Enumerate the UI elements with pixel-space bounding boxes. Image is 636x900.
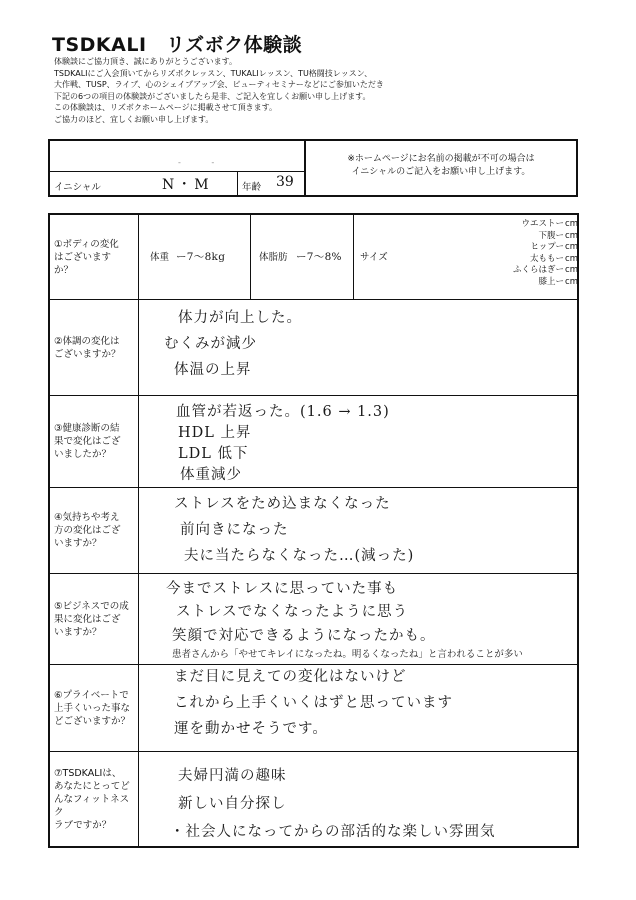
answer-line: 体力が向上した。	[178, 310, 302, 326]
size-name: ウエストー	[521, 219, 564, 229]
intro-line: 体験談にご協力頂き、誠にありがとうございます。	[54, 57, 238, 66]
size-item	[486, 219, 578, 231]
name-area	[50, 141, 306, 195]
fat-label: 体脂肪	[259, 252, 288, 263]
answer-line: 今までストレスに思っていた事も	[166, 581, 399, 597]
question-line: ⑦TSDKALIは、	[54, 767, 122, 779]
answer-line: まだ目に見えての変化はないけど	[174, 669, 407, 685]
answer-note: 患者さんから「やせてキレイになったね。明るくなったね」と言われることが多い	[172, 649, 523, 660]
intro-line: 下記の6つの項目の体験談がございましたら是非、ご記入を宜しくお願い申し上げます。	[54, 91, 371, 101]
row-body-change	[50, 215, 577, 299]
divider	[250, 215, 251, 299]
question-line: ②体調の変化は	[54, 335, 120, 347]
erased-mark: - -	[178, 158, 229, 167]
question-line: ございますか？	[54, 348, 121, 360]
size-item	[486, 254, 578, 266]
answer-line: 夫に当たらなくなった…(減った)	[184, 548, 415, 564]
question-line: はございます	[54, 251, 112, 263]
size-name: ヒップー	[530, 242, 564, 253]
intro-text	[54, 56, 384, 125]
question-line: 方の変化はござ	[54, 525, 121, 536]
age-cell	[237, 172, 304, 197]
notice-text	[306, 153, 576, 179]
answer-line: 夫婦円満の趣味	[178, 768, 287, 784]
question-cell	[50, 396, 139, 487]
row-health-condition	[50, 299, 577, 395]
survey-table	[48, 213, 579, 848]
question-cell	[50, 574, 139, 664]
size-item	[486, 265, 578, 277]
question-line: 果で変化はござ	[54, 436, 121, 447]
notice-line: イニシャルのご記入をお願い申し上げます。	[351, 167, 531, 177]
question-cell	[50, 752, 139, 846]
answer-line: 体温の上昇	[174, 362, 252, 378]
size-name: ふくらはぎー	[512, 265, 564, 276]
answer-line: 前向きになった	[180, 522, 289, 538]
size-list	[486, 219, 578, 289]
size-unit: cm	[565, 230, 578, 241]
answer-line: これから上手くいくはずと思っています	[174, 695, 453, 711]
size-item	[486, 277, 578, 289]
row-health-checkup	[50, 395, 577, 487]
question-line: どございますか？	[54, 715, 131, 727]
answer-line: 新しい自分探し	[178, 796, 287, 812]
question-line: いましたか？	[54, 449, 112, 460]
weight-label: 体重	[150, 252, 170, 263]
intro-line: ご協力のほど、宜しくお願い申し上げます。	[54, 114, 214, 124]
answer-line: ストレスをため込まなくなった	[174, 496, 391, 512]
size-unit: cm	[565, 242, 578, 253]
question-line: か？	[54, 264, 74, 276]
question-line: んなフィットネスク	[54, 793, 130, 818]
size-unit: cm	[565, 265, 578, 276]
row-mindset	[50, 487, 577, 573]
row-business	[50, 573, 577, 664]
size-unit: cm	[565, 276, 578, 287]
question-cell	[50, 215, 139, 299]
answer-line: 笑顔で対応できるようになったかも。	[172, 628, 436, 644]
size-name: 太ももー	[529, 253, 564, 264]
question-line: いますか？	[54, 626, 102, 638]
row-fitness-club	[50, 751, 577, 846]
size-name: 膝上ー	[538, 276, 564, 287]
question-line: あなたにとってど	[54, 780, 130, 792]
initial-value: N・M	[162, 177, 212, 193]
question-line: ⑤ビジネスでの成	[54, 600, 129, 612]
question-line: ④気持ちや考え	[54, 512, 120, 523]
answer-line: 運を動かせそうです。	[174, 721, 328, 737]
question-cell	[50, 665, 139, 751]
fat-value: ー7〜8%	[296, 251, 342, 263]
row-private	[50, 664, 577, 751]
question-line: 果に変化はござ	[54, 613, 121, 625]
size-item	[486, 231, 578, 243]
question-cell	[50, 300, 139, 395]
answer-line: 血管が若返った。(1.6 → 1.3)	[176, 404, 390, 420]
answer-line: LDL 低下	[178, 446, 249, 462]
name-field[interactable]	[50, 141, 304, 172]
size-name: 下腹ー	[538, 230, 564, 241]
size-item	[486, 242, 578, 254]
age-value: 39	[276, 174, 294, 190]
page-title: TSDKALI リズボク体験談	[52, 34, 303, 56]
question-line: ⑥プライベートで	[54, 689, 129, 701]
size-unit: cm	[565, 253, 578, 264]
size-unit: cm	[565, 219, 578, 229]
question-line: いますか？	[54, 538, 102, 549]
question-line: ラブですか？	[54, 819, 112, 831]
weight-value: ー7〜8kg	[176, 251, 226, 263]
answer-line: HDL 上昇	[178, 425, 252, 441]
age-label: 年齢	[242, 182, 262, 193]
question-cell	[50, 488, 139, 573]
question-line: 上手くいった事な	[54, 702, 131, 714]
answer-line: むくみが減少	[164, 336, 257, 352]
answer-line: 体重減少	[180, 467, 242, 483]
initial-label: イニシャル	[54, 182, 101, 193]
intro-line: TSDKALIにご入会頂いてからリズボクレッスン、TUKALIレッスン、TU格闘技レッスン、	[54, 68, 373, 78]
intro-line: この体験談は、リズボクホームページに掲載させて頂きます。	[54, 103, 278, 112]
answer-line: ストレスでなくなったように思う	[176, 604, 409, 620]
intro-line: 大作戦、TUSP、ライブ、心のシェイプアップ会、ビューティセミナーなどにご参加いただき	[54, 80, 384, 89]
answer-line: ・社会人になってからの部活的な楽しい雰囲気	[170, 824, 496, 840]
divider	[353, 215, 354, 299]
size-label: サイズ	[360, 252, 388, 263]
header-box	[48, 139, 578, 197]
notice-line: ※ホームページにお名前の掲載が不可の場合は	[347, 154, 535, 164]
question-line: ①ボディの変化	[54, 238, 119, 250]
question-line: ③健康診断の結	[54, 423, 120, 434]
